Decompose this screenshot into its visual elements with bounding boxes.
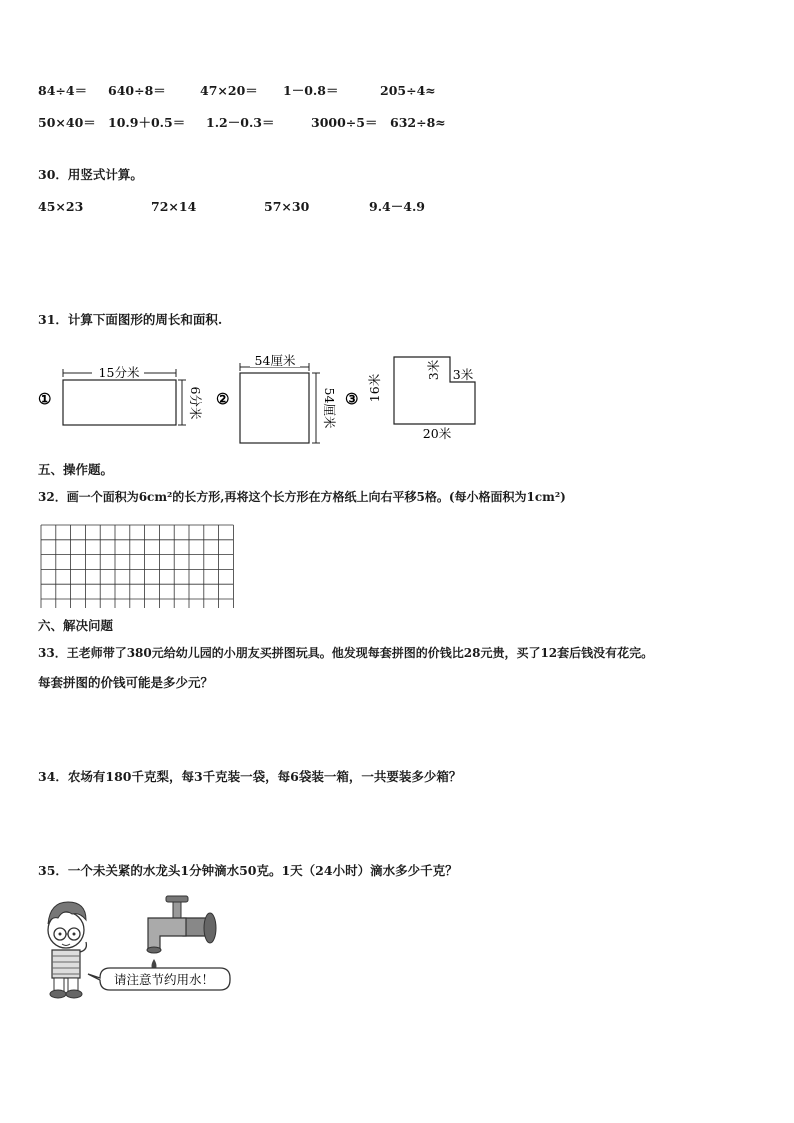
figure-1-top-label: 15分米 — [98, 365, 140, 380]
oral-calc-item: 50×40＝ — [38, 115, 96, 130]
figure-1-mark: ① — [38, 390, 52, 408]
figure-2-square — [240, 373, 309, 443]
oral-calc-item: 640÷8＝ — [108, 83, 166, 98]
oral-calc-row-2 — [0, 117, 794, 131]
figure-3-bottom-label: 20米 — [422, 426, 452, 441]
question-33-line-1: 33．王老师带了380元给幼儿园的小朋友买拼图玩具。他发现每套拼图的价钱比28元贵，买了12套后钱没有花完。 — [38, 646, 654, 660]
vertical-calc-item: 9.4－4.9 — [369, 199, 425, 214]
question-31-title: 31．计算下面图形的周长和面积. — [38, 312, 223, 327]
water-saving-illustration — [40, 888, 240, 1006]
figure-2-mark: ② — [216, 390, 230, 408]
figure-2-top-label: 54厘米 — [254, 353, 296, 368]
question-34-title: 34．农场有180千克梨，每3千克装一袋，每6袋装一箱，一共要装多少箱？ — [38, 769, 462, 784]
question-35-title: 35．一个未关紧的水龙头1分钟滴水50克。1天（24小时）滴水多少千克？ — [38, 863, 458, 878]
boy-cartoon-icon — [48, 902, 86, 998]
question-33-line-2: 每套拼图的价钱可能是多少元？ — [38, 675, 214, 690]
oral-calc-item: 10.9＋0.5＝ — [108, 115, 186, 130]
section-6-heading: 六、解决问题 — [38, 618, 114, 633]
figure-3-mark: ③ — [345, 390, 359, 408]
figure-2-side-label: 54厘米 — [322, 387, 337, 429]
oral-calc-item: 47×20＝ — [200, 83, 258, 98]
question-30-title: 30．用竖式计算。 — [38, 167, 143, 182]
speech-bubble-text: 请注意节约用水！ — [113, 972, 215, 987]
vertical-calc-item: 57×30 — [264, 199, 310, 214]
oral-calc-row-1 — [0, 85, 794, 99]
figure-1-side-label: 6分米 — [188, 386, 203, 420]
figure-3-notch-horizontal-label: 3米 — [452, 367, 474, 382]
question-30-items — [0, 201, 794, 215]
oral-calc-item: 632÷8≈ — [390, 115, 446, 130]
oral-calc-item: 3000÷5＝ — [311, 115, 378, 130]
question-32-title: 32．画一个面积为6cm²的长方形,再将这个长方形在方格纸上向右平移5格。(每小格面积为1cm²) — [38, 490, 566, 504]
vertical-calc-item: 72×14 — [151, 199, 197, 214]
square-grid-paper[interactable] — [40, 524, 240, 608]
figure-3-left-label: 16米 — [367, 373, 382, 403]
figure-1-rectangle — [63, 380, 176, 425]
question-31-figures — [0, 345, 794, 445]
oral-calc-item: 1－0.8＝ — [283, 83, 339, 98]
vertical-calc-item: 45×23 — [38, 199, 84, 214]
oral-calc-item: 205÷4≈ — [380, 83, 436, 98]
oral-calc-item: 1.2－0.3＝ — [206, 115, 275, 130]
oral-calc-item: 84÷4＝ — [38, 83, 88, 98]
faucet-icon — [147, 896, 216, 953]
figure-3-notch-vertical-label: 3米 — [426, 359, 441, 381]
section-5-heading: 五、操作题。 — [38, 462, 114, 477]
